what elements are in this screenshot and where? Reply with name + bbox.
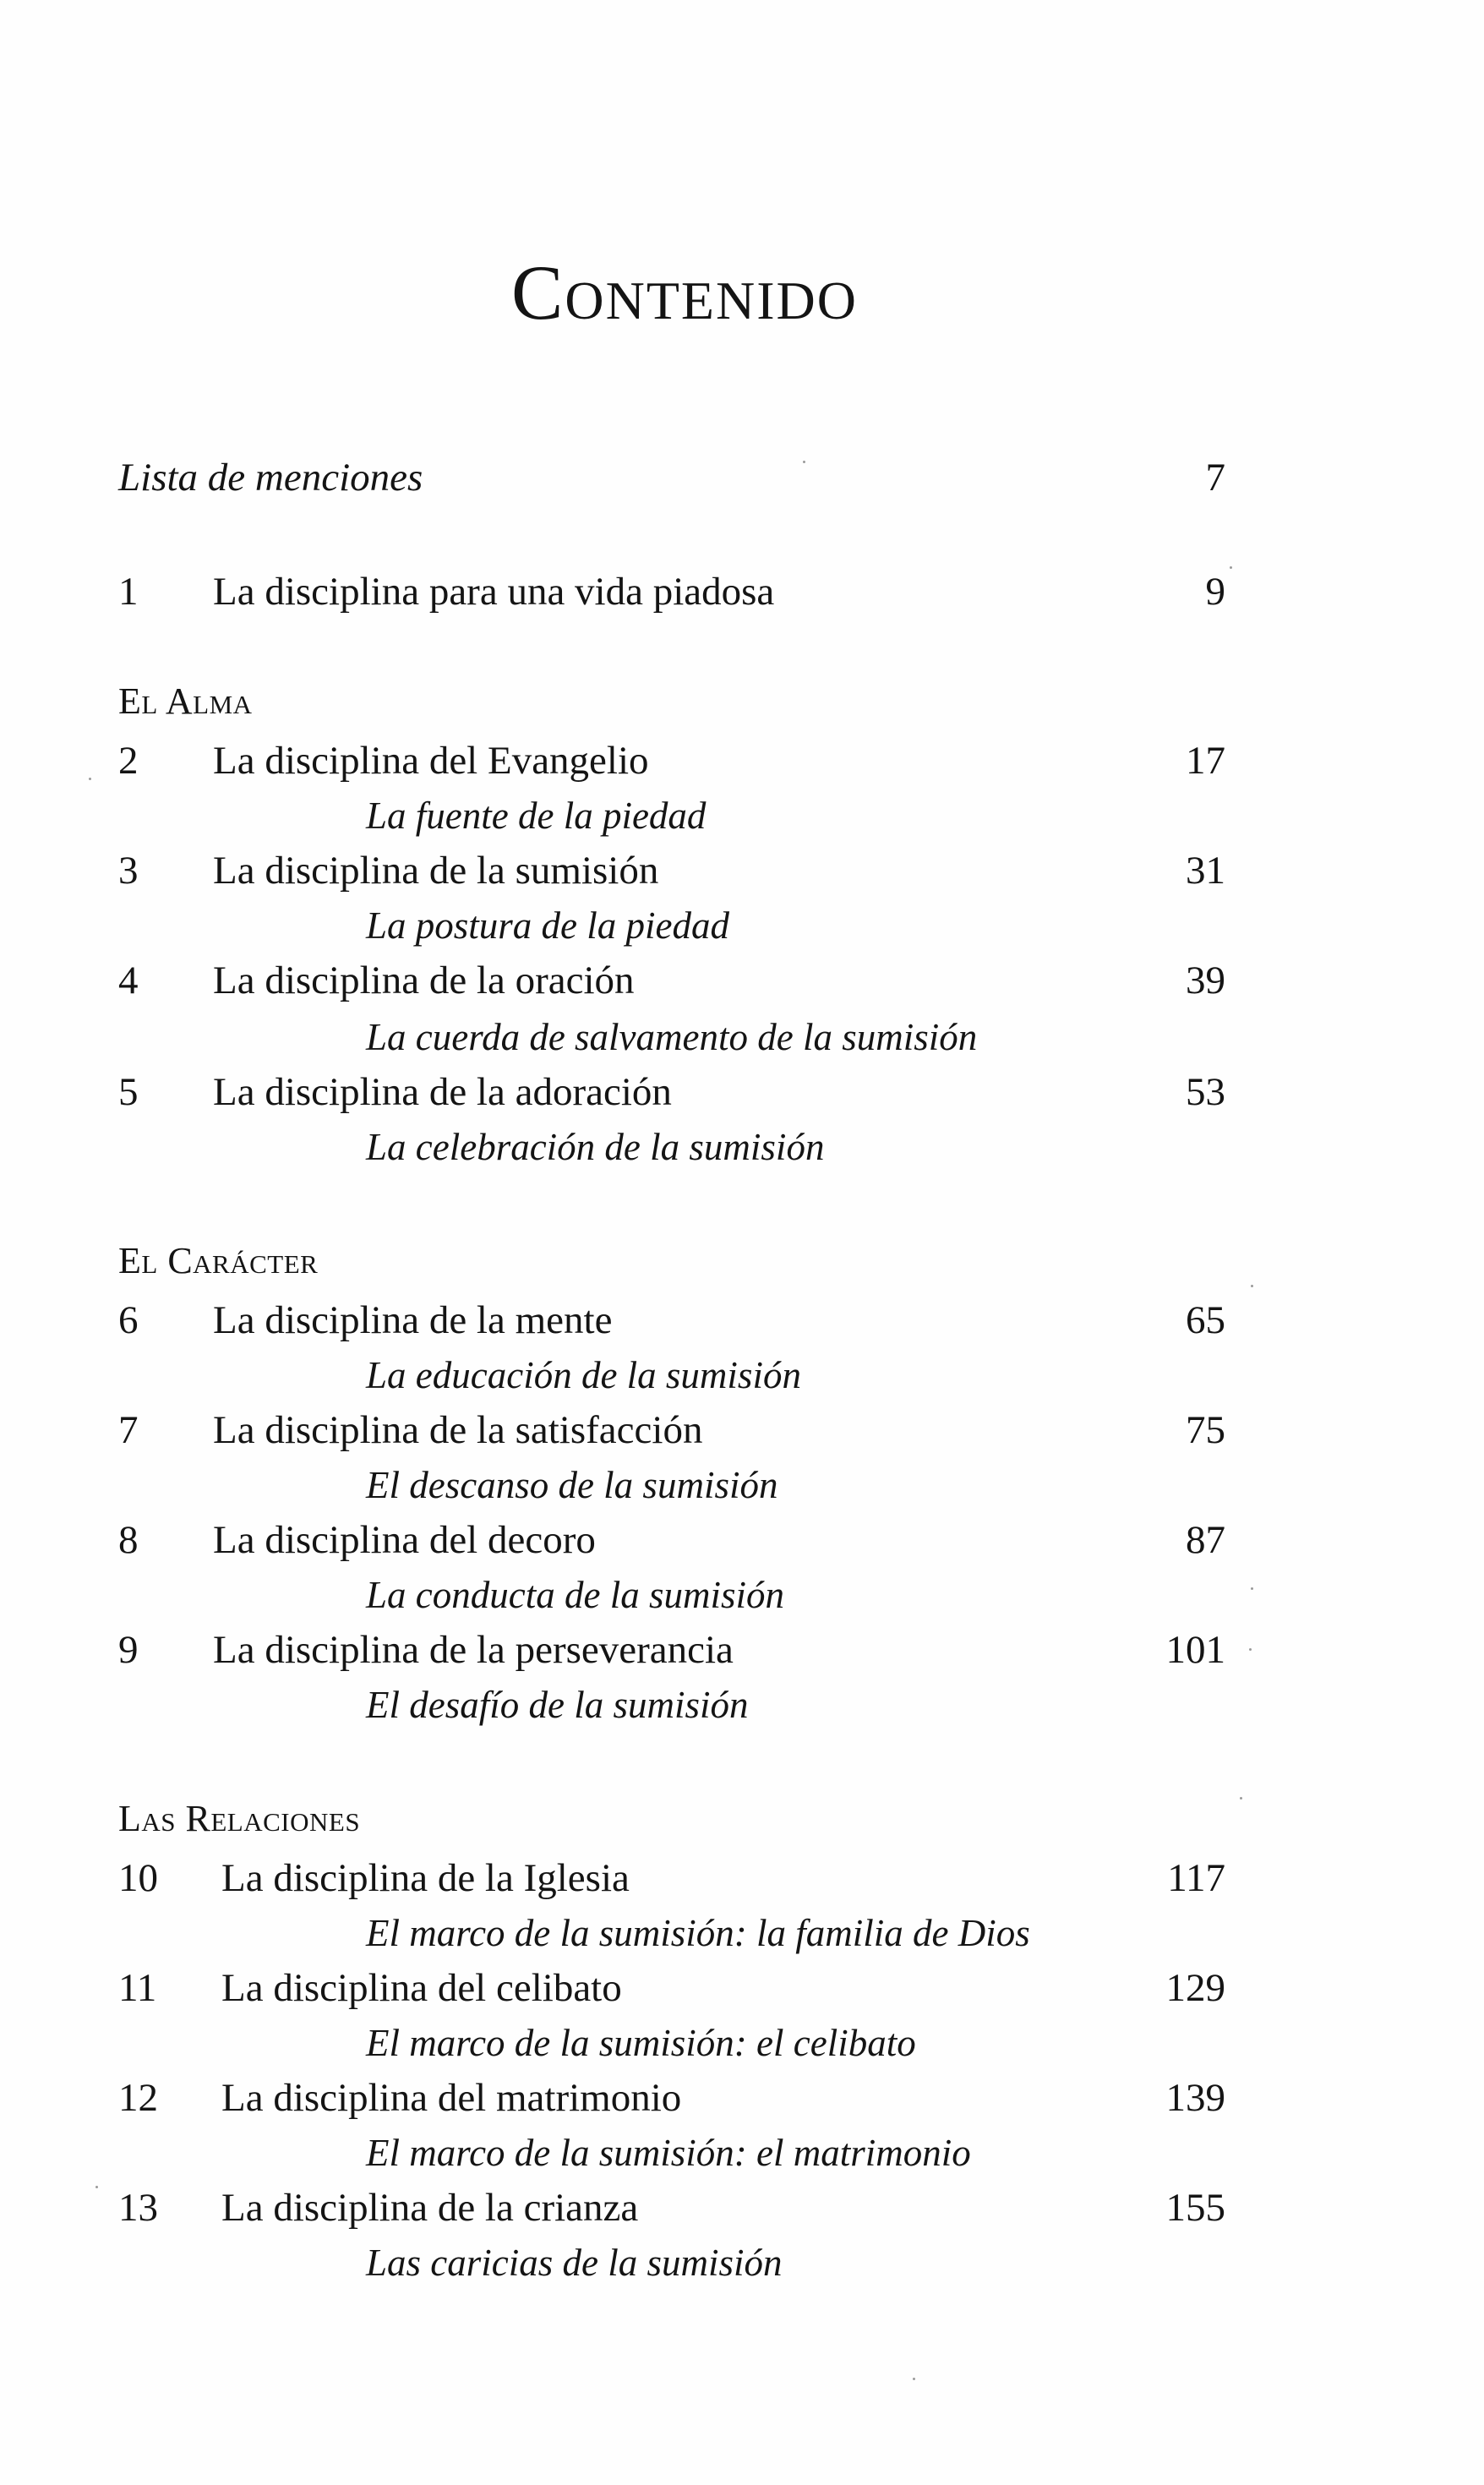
toc-entry-chapter-12[interactable] — [118, 2073, 1225, 2123]
toc-entry-chapter-8[interactable] — [118, 1515, 1225, 1565]
page-number: 7 — [1205, 456, 1225, 500]
chapter-number: 9 — [118, 1628, 139, 1672]
chapter-number: 11 — [118, 1966, 157, 2010]
chapter-number: 12 — [118, 2076, 158, 2120]
page-number: 129 — [1165, 1966, 1225, 2010]
scan-speck — [1249, 1648, 1252, 1651]
chapter-number: 6 — [118, 1298, 139, 1342]
chapter-subtitle: Las caricias de la sumisión — [366, 2242, 783, 2284]
scan-speck — [95, 2186, 98, 2188]
page-number: 53 — [1186, 1070, 1225, 1114]
chapter-number: 1 — [118, 570, 139, 614]
page-number: 9 — [1205, 570, 1225, 614]
section-heading-las-relaciones: Las Relaciones — [118, 1798, 361, 1839]
chapter-subtitle: El desafío de la sumisión — [366, 1684, 749, 1726]
chapter-title: La disciplina de la Iglesia — [221, 1856, 630, 1900]
chapter-title: La disciplina de la sumisión — [213, 849, 659, 893]
toc-entry-chapter-7[interactable] — [118, 1405, 1225, 1456]
chapter-title: La disciplina de la satisfacción — [213, 1408, 703, 1452]
toc-entry-chapter-4[interactable] — [118, 955, 1225, 1006]
toc-entry-chapter-5[interactable] — [118, 1067, 1225, 1117]
chapter-title: La disciplina de la crianza — [221, 2186, 639, 2230]
scan-speck — [913, 2378, 915, 2380]
chapter-title: La disciplina de la perseverancia — [213, 1628, 734, 1672]
chapter-title: La disciplina de la oración — [213, 958, 635, 1002]
chapter-title: La disciplina para una vida piadosa — [213, 570, 775, 614]
toc-entry-chapter-1[interactable] — [118, 566, 1225, 617]
chapter-number: 10 — [118, 1856, 158, 1900]
chapter-subtitle: La celebración de la sumisión — [366, 1126, 825, 1168]
page-number: 75 — [1186, 1408, 1225, 1452]
chapter-subtitle: La postura de la piedad — [366, 904, 730, 947]
toc-entry-chapter-6[interactable] — [118, 1295, 1225, 1346]
scan-speck — [1251, 1587, 1253, 1590]
chapter-subtitle: El marco de la sumisión: la familia de Dios — [366, 1912, 1030, 1954]
toc-entry-chapter-10[interactable] — [118, 1853, 1225, 1903]
chapter-number: 7 — [118, 1408, 139, 1452]
chapter-number: 13 — [118, 2186, 158, 2230]
chapter-subtitle: La cuerda de salvamento de la sumisión — [366, 1016, 978, 1058]
scan-speck — [1251, 1285, 1253, 1287]
page-number: 17 — [1186, 739, 1225, 783]
chapter-number: 8 — [118, 1518, 139, 1562]
chapter-number: 3 — [118, 849, 139, 893]
scan-speck — [803, 461, 805, 463]
section-heading-el-alma: El Alma — [118, 680, 253, 722]
chapter-title: La disciplina del decoro — [213, 1518, 596, 1562]
page-title: Contenido — [511, 249, 858, 336]
toc-entry-chapter-11[interactable] — [118, 1963, 1225, 2013]
page-number: 117 — [1167, 1856, 1225, 1900]
chapter-number: 2 — [118, 739, 139, 783]
toc-entry-front-matter[interactable] — [118, 452, 1225, 503]
page-number: 31 — [1186, 849, 1225, 893]
entry-title: Lista de menciones — [118, 456, 423, 500]
page-number: 139 — [1165, 2076, 1225, 2120]
toc-entry-chapter-2[interactable] — [118, 735, 1225, 786]
chapter-subtitle: El marco de la sumisión: el matrimonio — [366, 2132, 971, 2174]
chapter-subtitle: La educación de la sumisión — [366, 1354, 801, 1396]
chapter-subtitle: La conducta de la sumisión — [366, 1574, 784, 1616]
chapter-title: La disciplina de la adoración — [213, 1070, 672, 1114]
chapter-title: La disciplina del Evangelio — [213, 739, 649, 783]
page-number: 101 — [1165, 1628, 1225, 1672]
chapter-number: 4 — [118, 958, 139, 1002]
page-number: 87 — [1186, 1518, 1225, 1562]
toc-entry-chapter-9[interactable] — [118, 1625, 1225, 1675]
page-number: 155 — [1165, 2186, 1225, 2230]
toc-entry-chapter-3[interactable] — [118, 845, 1225, 896]
chapter-title: La disciplina del celibato — [221, 1966, 622, 2010]
scan-speck — [89, 778, 91, 780]
toc-entry-chapter-13[interactable] — [118, 2182, 1225, 2233]
section-heading-el-caracter: El Carácter — [118, 1240, 319, 1281]
chapter-subtitle: La fuente de la piedad — [366, 795, 707, 837]
chapter-subtitle: El descanso de la sumisión — [366, 1464, 778, 1506]
page-number: 65 — [1186, 1298, 1225, 1342]
page-number: 39 — [1186, 958, 1225, 1002]
chapter-title: La disciplina del matrimonio — [221, 2076, 682, 2120]
scan-speck — [1230, 566, 1232, 569]
scan-speck — [1240, 1797, 1242, 1800]
chapter-number: 5 — [118, 1070, 139, 1114]
chapter-subtitle: El marco de la sumisión: el celibato — [366, 2022, 916, 2064]
chapter-title: La disciplina de la mente — [213, 1298, 613, 1342]
